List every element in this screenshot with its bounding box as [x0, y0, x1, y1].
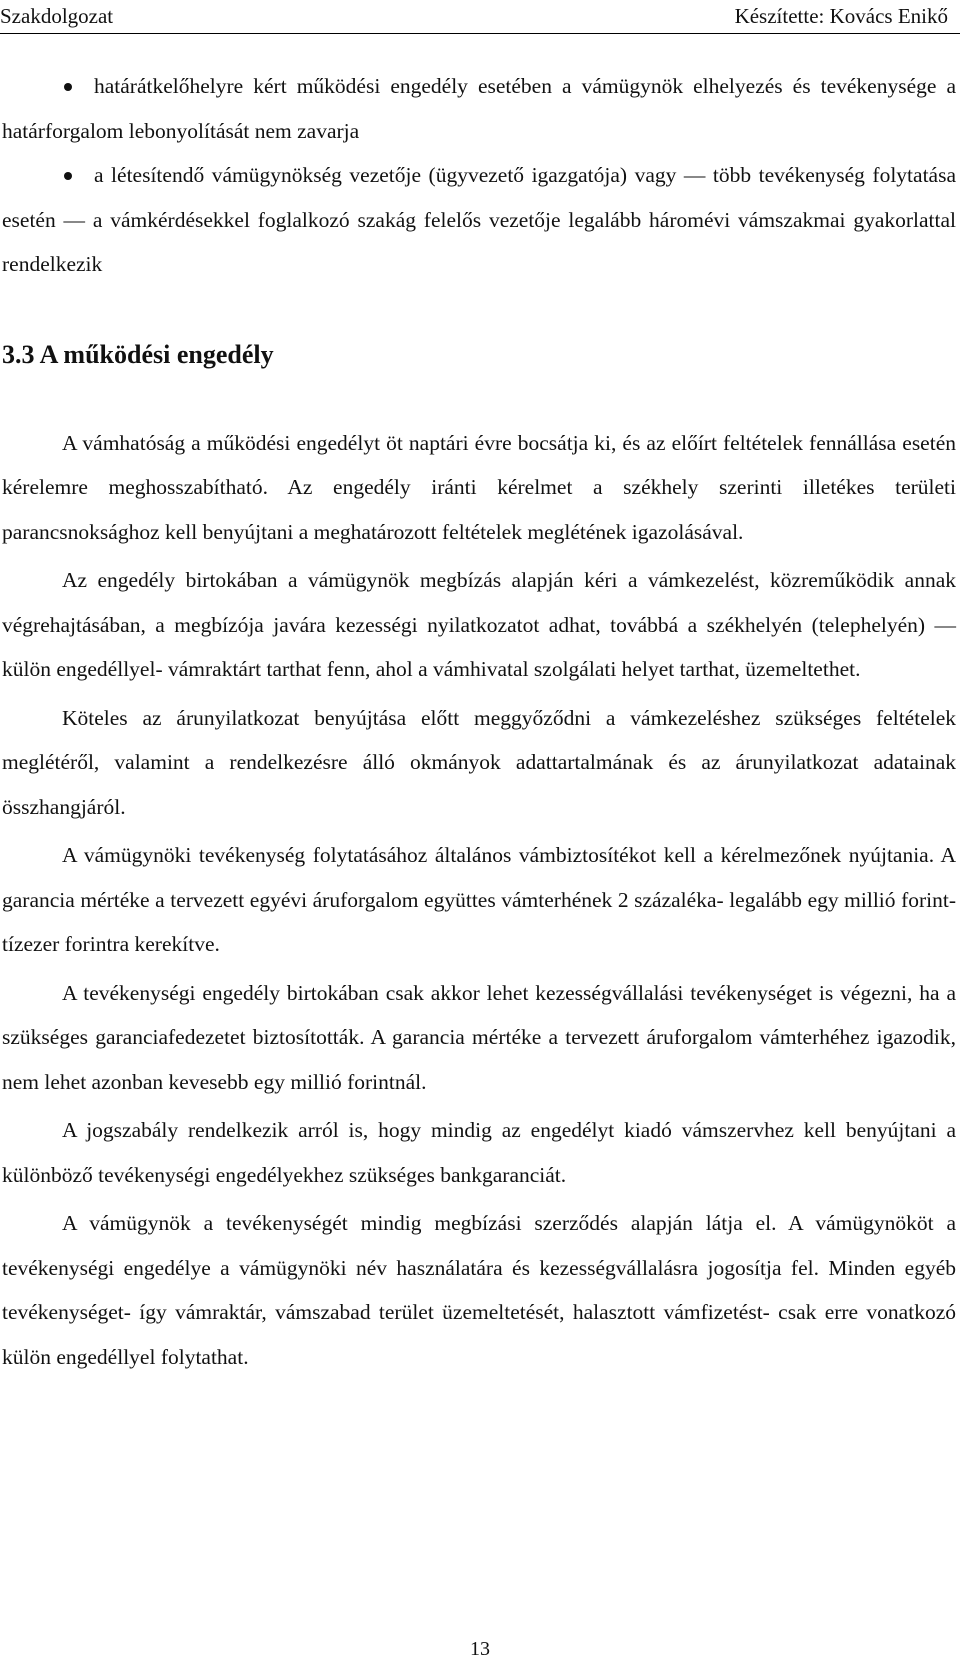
paragraph: A vámügynök a tevékenységét mindig megbízási szerződés alapján látja el. A vámügynököt a tevékenységi engedélye a vámügynöki név használatára és kezességvállalásra jogosítja fel. Minden egyéb tevékenységet- így vámraktár, vámszabad terület üzemeltetését, halasztott vámfizetést- csak erre vonatkozó külön engedéllyel folytathat.: [2, 1211, 956, 1369]
paragraph: A jogszabály rendelkezik arról is, hogy mindig az engedélyt kiadó vámszervhez kell benyújtani a különböző tevékenységi engedélyekhez szükséges bankgaranciát.: [2, 1118, 956, 1187]
section-heading: 3.3 A működési engedély: [2, 339, 274, 369]
list-item-text: határátkelőhelyre kért működési engedély esetében a vámügynök elhelyezés és tevékenysége a határforgalom lebonyolítását nem zavarja: [2, 74, 956, 143]
paragraph: A vámügynöki tevékenység folytatásához általános vámbiztosítékot kell a kérelmezőnek nyújtania. A garancia mértéke a tervezett egyévi áruforgalom együttes vámterhének 2 százaléka- legalább egy millió forint- tízezer forintra kerekítve.: [2, 843, 956, 956]
page-number: 13: [470, 1638, 490, 1660]
paragraph: Az engedély birtokában a vámügynök megbízás alapján kéri a vámkezelést, közreműködik annak végrehajtásában, a megbízója javára kezességi nyilatkozatot adhat, továbbá a székhelyén (telephelyén) — külön engedéllyel- vámraktárt tarthat fenn, ahol a vámhivatal szolgálati helyet tarthat, üzemeltethet.: [2, 568, 956, 681]
list-item: [2, 64, 956, 153]
paragraph: A vámhatóság a működési engedélyt öt naptári évre bocsátja ki, és az előírt feltételek fennállása esetén kérelemre meghosszabítható. Az engedély iránti kérelmet a székhely szerinti illetékes területi parancsnoksághoz kell benyújtani a meghatározott feltételek meglétének igazolásával.: [2, 430, 956, 544]
requirements-list: [2, 64, 956, 287]
page-header: [0, 0, 960, 34]
list-item-text: a létesítendő vámügynökség vezetője (ügyvezető igazgatója) vagy — több tevékenység folytatása esetén — a vámkérdésekkel foglalkozó szakág felelős vezetője legalább háromévi vámszakmai gyakorlattal rendelkezik: [2, 163, 956, 276]
paragraph: Köteles az árunyilatkozat benyújtása előtt meggyőződni a vámkezeléshez szükséges feltételek meglétéről, valamint a rendelkezésre álló okmányok adattartalmának és az árunyilatkozat adatainak összhangjáról.: [2, 705, 956, 819]
list-item: [2, 153, 956, 287]
header-author: Készítette: Kovács Enikő: [734, 4, 948, 28]
page-body: [2, 64, 956, 1383]
paragraph: A tevékenységi engedély birtokában csak akkor lehet kezességvállalási tevékenységet is végezni, ha a szükséges garanciafedezetet biztosították. A garancia mértéke a tervezett áruforgalom vámterhéhez igazodik, nem lehet azonban kevesebb egy millió forintnál.: [2, 980, 956, 1094]
header-title: Szakdolgozat: [0, 4, 114, 28]
